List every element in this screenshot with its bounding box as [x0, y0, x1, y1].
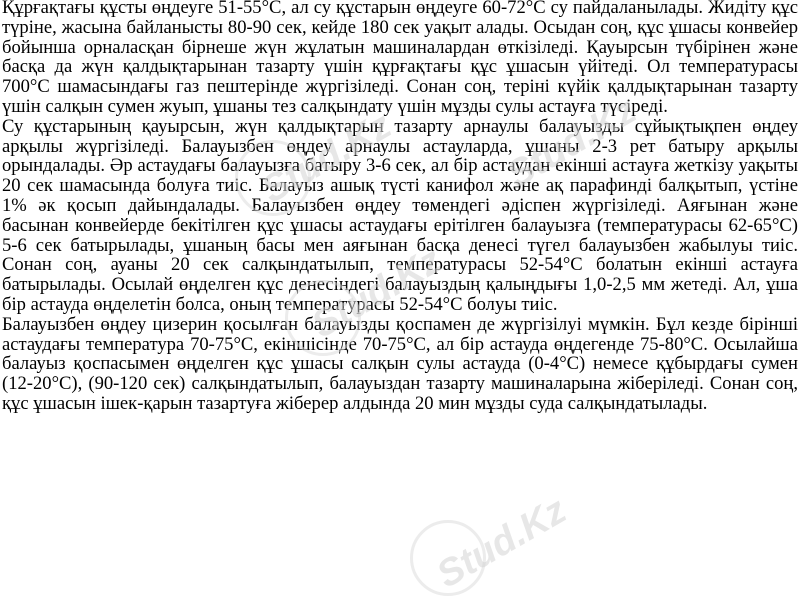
watermark-text: Stud.Kz — [430, 489, 574, 597]
paragraph-2: Су құстарының қауырсын, жүн қалдықтарын тазарту арнаулы балауызды сұйықтықпен өңдеу арқылы жүргізіледі. Балауызбен өңдеу арнаулы астауларда, ұшаны 2-3 рет батыру арқылы орындалады. Әр астаудағы балауызға батыру 3-6 сек, ал бір астаудан екінші астауға жеткізу уақыты 20 сек шамасында болуға тиіс. Балауыз ашық түсті канифол және ақ парафинді балқытып, үстіне 1% әк қосып дайындалады. Балауызбен өңдеу төмендегі әдіспен жүргізіледі. Аяғынан және басынан конвейерде бекітілген құс ұшасы астаудағы ерітілген балауызға (температурасы 62-65°С) 5-6 сек батырылады, ұшаның басы мен аяғынан басқа денесі түгел балауызбен жабылуы тиіс. Сонан соң, ауаны 20 сек салқындатылып, температурасы 52-54°С болатын екінші астауға батырылады. Осылай өңделген құс денесіндегі балауыздың қалыңдығы 1,0-2,5 мм жетеді. Ал, ұша бір астауда өңделетін болса, оның температурасы 52-54°С болуы тиіс. — [2, 115, 798, 315]
paragraph-3: Балауызбен өңдеу цизерин қосылған балауызды қоспамен де жүргізілуі мүмкін. Бұл кезде бірінші астаудағы температура 70-75°С, екіншісінде 70-75°С, ал бір астауда өңдегенде 75-80°С. Осылайша балауыз қоспасымен өңделген құс ұшасы салқын сулы астауда (0-4°С) немесе құбырдағы сумен (12-20°С), (90-120 сек) салқындатылып, балауыздан тазарту машиналарына жіберіледі. Сонан соң, құс ұшасын ішек-қарын тазартуға жіберер алдында 20 мин мұзды суда салқындатылады. — [2, 313, 798, 414]
watermark-text: Stud.Kz — [255, 104, 399, 212]
watermark-seal-icon — [410, 520, 486, 596]
document-body — [2, 0, 798, 414]
paragraph-1: Құрғақтағы құсты өңдеуге 51-55°С, ал су құстарын өңдеуге 60-72°С су пайдаланылады. Жидіту құс түріне, жасына байланысты 80-90 сек, кейде 180 сек уақыт алады. Осыдан соң, құс ұшасы конвейер бойынша орналасқан бірнеше жүн жұлатын машиналардан өткізіледі. Қауырсын түбірінен және басқа да жүн қалдықтарынан тазарту үшін құрғақтағы құс ұшасын үйітеді. Ол температурасы 700°С шамасындағы газ пештерінде жүргізіледі. Сонан соң, теріні күйік қалдықтарынан тазарту үшін салқын сумен жуып, ұшаны тез салқындату үшін мұзды сулы астауға түсіреді. — [2, 0, 798, 117]
watermark-text: Stud.Kz — [305, 239, 449, 347]
watermark-text: Stud.Kz — [500, 89, 644, 197]
